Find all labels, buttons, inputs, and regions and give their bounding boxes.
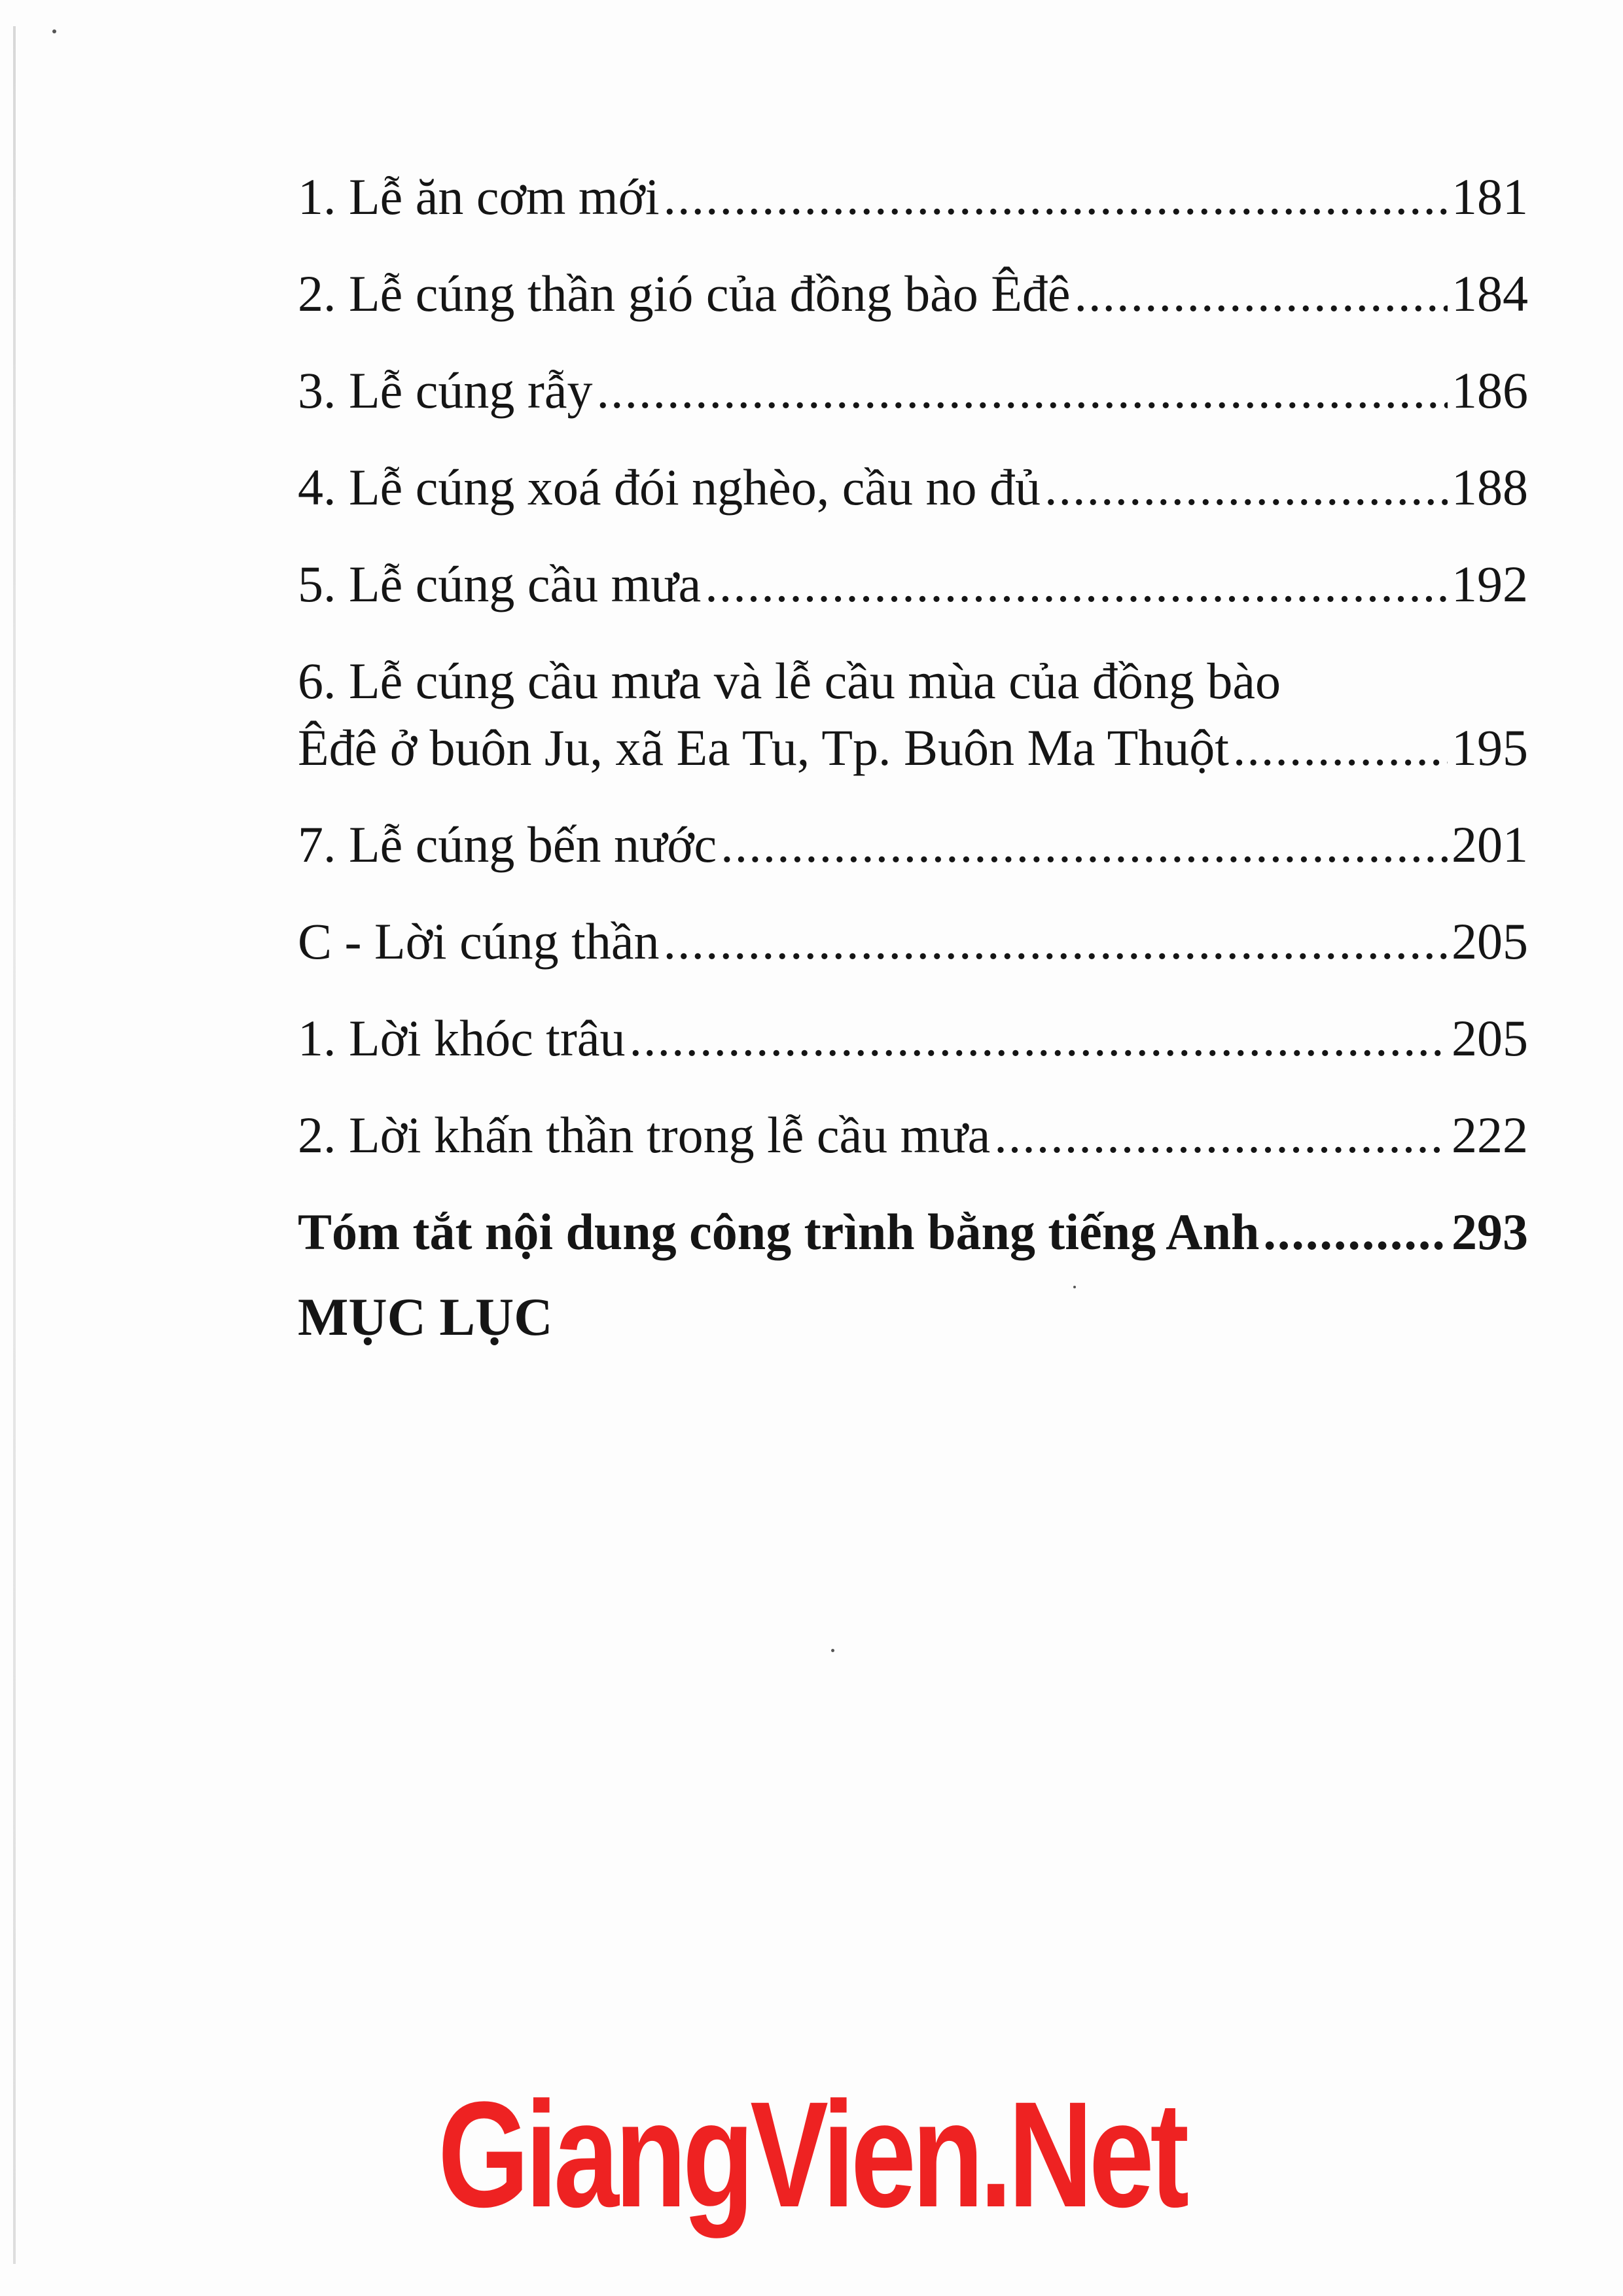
toc-entry-label: 2. Lời khấn thần trong lễ cầu mưa: [298, 1106, 991, 1163]
toc-page-number: 205: [1452, 913, 1528, 970]
toc-page-number: 186: [1452, 362, 1528, 419]
toc-page-number: 184: [1452, 265, 1528, 322]
toc-leader-dots: [1044, 457, 1448, 518]
toc-leader-dots: [663, 911, 1448, 972]
toc-entry[interactable]: [298, 1105, 1528, 1165]
toc-entry[interactable]: [298, 264, 1528, 324]
scan-speck: [52, 29, 56, 33]
toc-page-number: 181: [1452, 168, 1528, 225]
toc-leader-dots: [705, 554, 1448, 614]
table-of-contents: [298, 167, 1528, 1349]
toc-entry-label-line1: 6. Lễ cúng cầu mưa và lễ cầu mùa của đồng bào: [298, 652, 1281, 709]
toc-entry-label: Êđê ở buôn Ju, xã Ea Tu, Tp. Buôn Ma Thuột: [298, 719, 1229, 776]
toc-entry-label: C - Lời cúng thần: [298, 913, 660, 970]
toc-page-number: 188: [1452, 459, 1528, 516]
toc-page-number: 293: [1452, 1203, 1528, 1260]
toc-entry[interactable]: [298, 457, 1528, 518]
toc-entry[interactable]: [298, 1008, 1528, 1069]
toc-leader-dots: [1074, 264, 1448, 324]
toc-entry-label: 1. Lời khóc trâu: [298, 1010, 626, 1067]
toc-entry-label: 5. Lễ cúng cầu mưa: [298, 556, 702, 612]
toc-entry-label: Tóm tắt nội dung công trình bằng tiếng Anh: [298, 1203, 1260, 1260]
toc-leader-dots: [1263, 1202, 1448, 1262]
watermark-text: GiangVien.Net: [438, 2070, 1185, 2238]
toc-entry-label: 3. Lễ cúng rẫy: [298, 362, 593, 419]
toc-entry-summary[interactable]: [298, 1202, 1528, 1262]
toc-entry-label: 1. Lễ ăn cơm mới: [298, 168, 660, 225]
toc-leader-dots: [994, 1105, 1448, 1165]
toc-entry-label: 7. Lễ cúng bến nước: [298, 816, 717, 873]
toc-leader-dots: [629, 1008, 1448, 1069]
toc-entry-multiline[interactable]: [298, 651, 1528, 778]
toc-leader-dots: [664, 167, 1448, 227]
toc-entry[interactable]: [298, 167, 1528, 227]
toc-page-number: 195: [1452, 719, 1528, 776]
toc-entry[interactable]: [298, 554, 1528, 614]
toc-leader-dots: [721, 815, 1448, 875]
toc-leader-dots: [596, 361, 1448, 421]
toc-entry-label: 2. Lễ cúng thần gió của đồng bào Êđê: [298, 265, 1071, 322]
toc-page-number: 201: [1452, 816, 1528, 873]
toc-page-number: 205: [1452, 1010, 1528, 1067]
toc-page-number: 222: [1452, 1106, 1528, 1163]
toc-leader-dots: [1233, 718, 1448, 778]
toc-entry[interactable]: [298, 361, 1528, 421]
scan-speck: [831, 1649, 834, 1652]
toc-entry[interactable]: [298, 911, 1528, 972]
toc-page-number: 192: [1452, 556, 1528, 612]
toc-entry-label: 4. Lễ cúng xoá đói nghèo, cầu no đủ: [298, 459, 1041, 516]
scan-edge-shadow: [13, 26, 16, 2264]
toc-entry[interactable]: [298, 815, 1528, 875]
toc-heading[interactable]: MỤC LỤC: [298, 1287, 553, 1347]
